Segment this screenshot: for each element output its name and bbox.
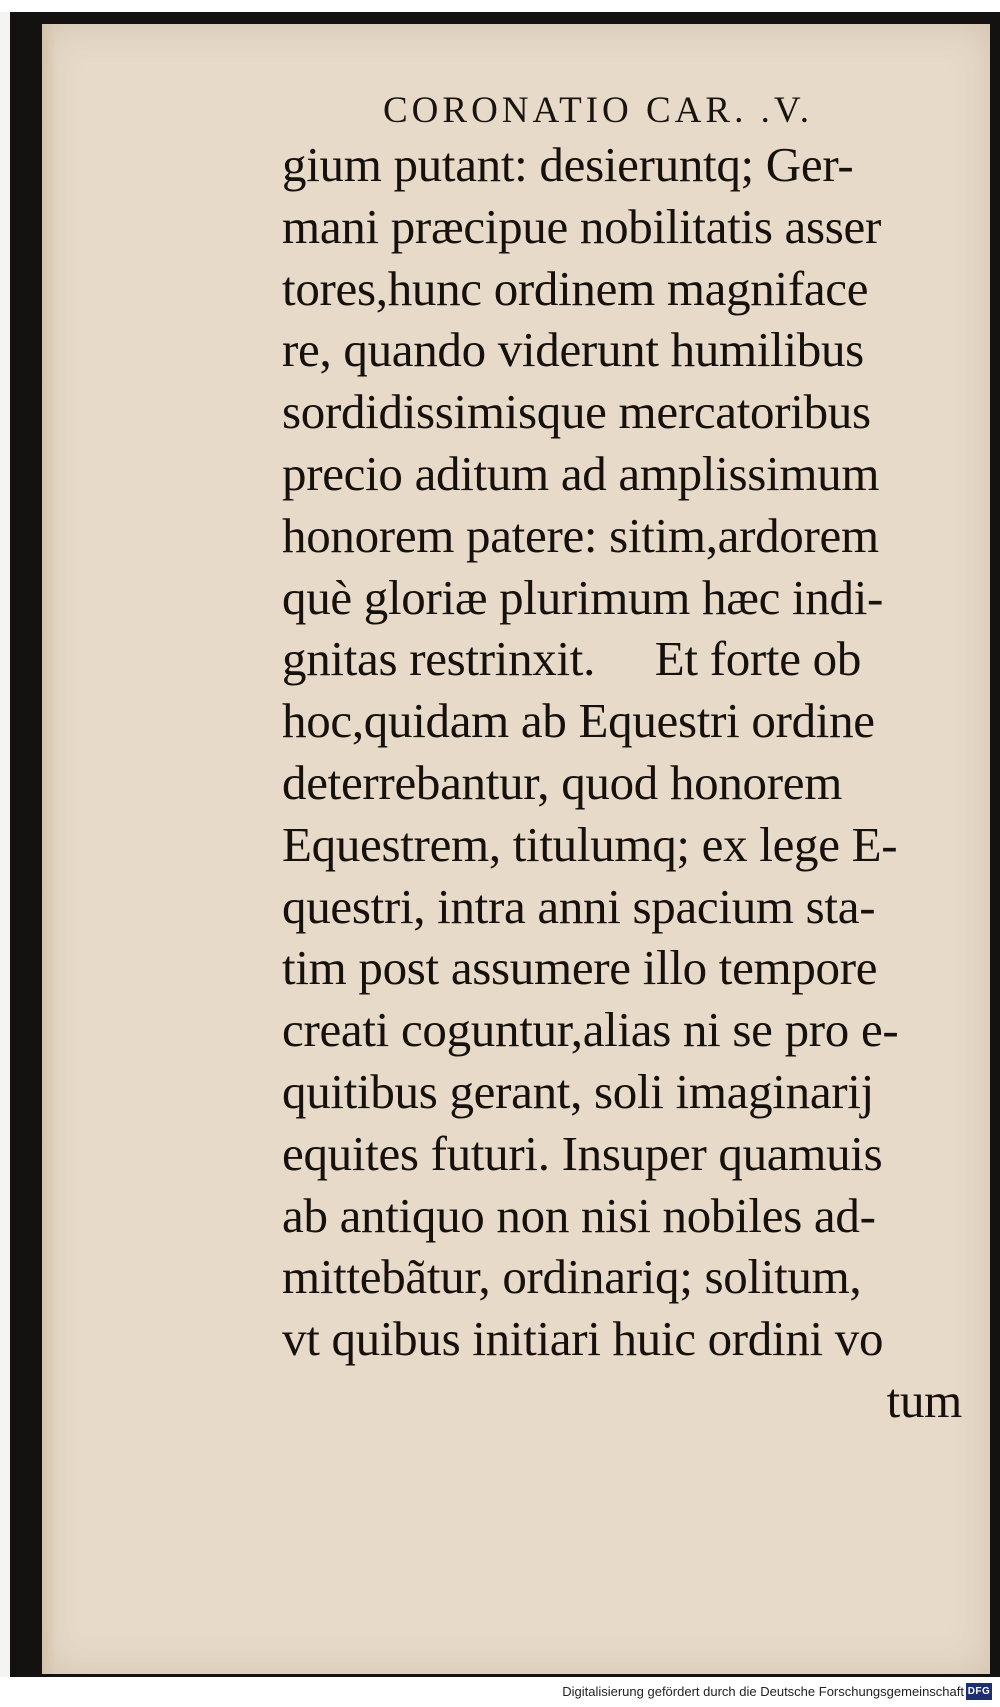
text-line: questri, intra anni spacium sta- xyxy=(282,878,876,934)
text-line: ab antiquo non nisi nobiles ad- xyxy=(282,1187,876,1243)
text-line: hoc,quidam ab Equestri ordine xyxy=(282,693,875,749)
text-line: equites futuri. Insuper quamuis xyxy=(282,1125,883,1181)
running-head: CORONATIO CAR. .V. xyxy=(383,90,814,131)
text-line: gnitas restrinxit. Et forte ob xyxy=(282,631,862,687)
catchword: tum xyxy=(886,1372,962,1428)
text-line: gium putant: desieruntq; Ger- xyxy=(282,137,854,192)
text-line: re, quando viderunt humilibus xyxy=(282,322,864,378)
dfg-logo-icon: DFG xyxy=(966,1683,992,1700)
text-line: deterrebantur, quod honorem xyxy=(282,754,843,810)
top-margin-strip xyxy=(0,0,1000,12)
text-line: Equestrem, titulumq; ex lege E- xyxy=(282,816,898,872)
text-line: sordidissimisque mercatoribus xyxy=(282,384,871,440)
text-line: tim post assumere illo tempore xyxy=(282,940,878,996)
text-line: què gloriæ plurimum hæc indi- xyxy=(282,569,884,625)
text-line: quitibus gerant, soli imaginarij xyxy=(282,1063,874,1119)
text-line: honorem patere: sitim,ardorem xyxy=(282,507,879,563)
funding-note: Digitalisierung gefördert durch die Deutsche Forschungsgemeinschaft xyxy=(562,1684,964,1699)
text-line: mittebãtur, ordinariq; solitum, xyxy=(282,1249,862,1305)
text-line: tores,hunc ordinem magniface xyxy=(282,260,869,316)
text-block xyxy=(282,134,962,1432)
text-line: creati coguntur,alias ni se pro e- xyxy=(282,1002,899,1058)
text-line: precio aditum ad amplissimum xyxy=(282,445,880,501)
text-line: mani præcipue nobilitatis asser xyxy=(282,198,881,254)
page-gutter-shadow xyxy=(42,24,56,1674)
text-line: vt quibus initiari huic ordini vo xyxy=(282,1311,884,1367)
